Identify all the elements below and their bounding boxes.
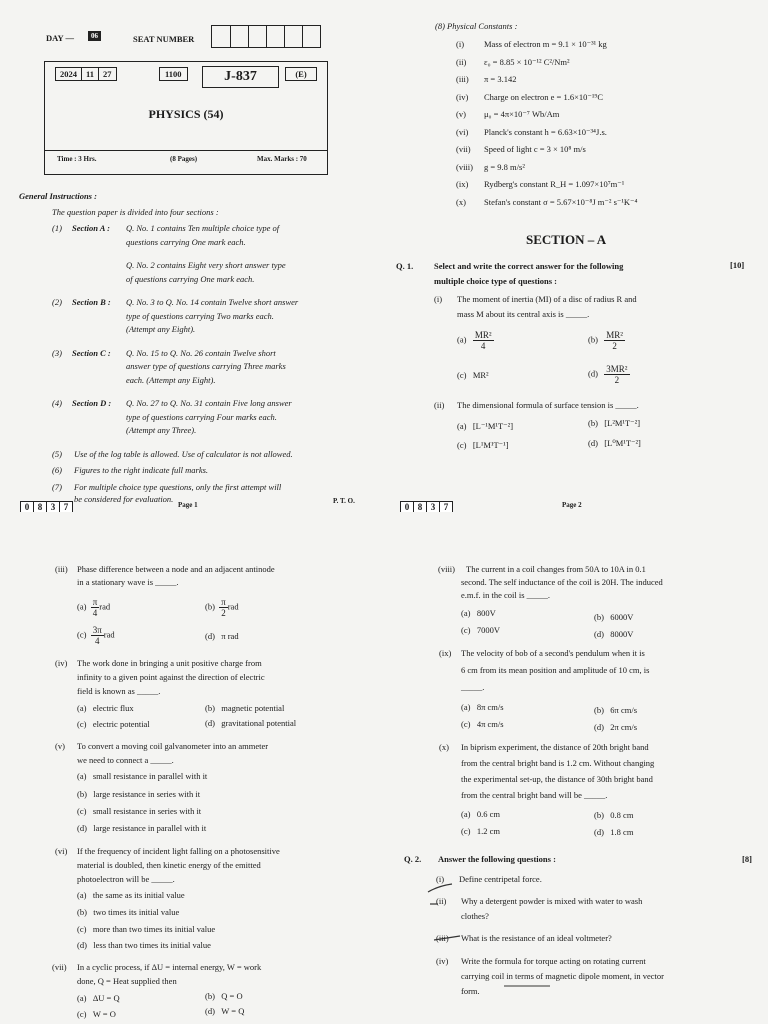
qiv-line2: infinity to a given point against the direction of electric — [77, 672, 265, 682]
qiii-line1: Phase difference between a node and an adjacent antinode — [77, 564, 275, 574]
qv-number: (v) — [55, 741, 65, 751]
qiv-option-a: (a) electric flux — [77, 703, 134, 713]
code-digit: 7 — [439, 501, 453, 512]
q2-iv-line3: form. — [461, 986, 480, 996]
qiii-number: (iii) — [55, 564, 68, 574]
qii-option-b: (b) [L²M¹T⁻²] — [588, 418, 641, 428]
instruction-line: Q. No. 3 to Q. No. 14 contain Twelve short answer — [126, 297, 299, 307]
qii-text: The dimensional formula of surface tension is _____. — [457, 400, 639, 410]
q2-i-text: Define centripetal force. — [459, 874, 542, 884]
qiv-line1: The work done in bringing a unit positive charge from — [77, 658, 262, 668]
instruction-line: type of questions carrying Four marks each. — [126, 411, 277, 422]
constant-text: Planck's constant h = 6.63×10⁻³⁴J.s. — [484, 126, 607, 137]
constant-text: Charge on electron e = 1.6×10⁻¹⁹C — [484, 91, 604, 102]
code-digit: 0 — [400, 501, 414, 512]
constant-number: (i) — [456, 39, 465, 49]
constant-number: (viii) — [456, 161, 473, 172]
q2-marks: [8] — [742, 854, 752, 864]
qv-option-a: (a) small resistance in parallel with it — [77, 771, 208, 781]
code-digit: 7 — [59, 501, 73, 512]
constant-number: (vii) — [456, 144, 471, 154]
qviii-line1: The current in a coil changes from 50A to 10A in 0.1 — [466, 564, 646, 574]
date-month: 11 — [82, 68, 99, 80]
instruction-line: Q. No. 27 to Q. No. 31 contain Five long answer — [126, 398, 292, 408]
general-instructions-title: General Instructions : — [19, 191, 97, 201]
pto: P. T. O. — [333, 497, 355, 505]
qv-line1: To convert a moving coil galvanometer into an ammeter — [77, 741, 269, 751]
qvi-line2: material is doubled, then kinetic energy of the emitted — [77, 860, 261, 870]
qiv-option-d: (d) gravitational potential — [205, 718, 297, 728]
qv-line2: we need to connect a _____. — [77, 755, 174, 765]
qviii-number: (viii) — [438, 564, 455, 574]
day-label: DAY — — [46, 33, 74, 43]
instruction-section: Section C : — [72, 347, 111, 358]
constant-item — [456, 178, 624, 190]
instruction-number: (1) — [52, 223, 62, 233]
constant-item — [456, 91, 603, 103]
instruction-line: (Attempt any Three). — [126, 425, 197, 435]
code-digit: 0 — [20, 501, 34, 512]
qi-number: (i) — [434, 294, 443, 304]
code-digit: 8 — [413, 501, 427, 512]
constant-text: g = 9.8 m/s² — [484, 161, 525, 172]
instruction-line: type of questions carrying Two marks each. — [126, 310, 274, 321]
q2-text: Answer the following questions : — [438, 854, 556, 864]
section-a-heading: SECTION – A — [526, 232, 607, 247]
instruction-number: (4) — [52, 398, 62, 408]
q2-i-number: (i) — [436, 874, 445, 884]
qiii-option-b: (b) $\frac{\pi}{2}$ rad — [205, 597, 239, 618]
qix-option-d: (d) 2π cm/s — [594, 722, 638, 732]
qvi-line3: photoelectron will be _____. — [77, 874, 175, 884]
constant-number: (iii) — [456, 74, 469, 84]
page-count: (8 Pages) — [170, 155, 198, 163]
q2-number: Q. 2. — [404, 854, 422, 864]
exam-date — [55, 67, 117, 81]
q2-ii-number: (ii) — [436, 896, 447, 906]
constant-item — [456, 161, 525, 173]
qvii-number: (vii) — [52, 962, 67, 972]
q2-iv-line2: carrying coil in terms of magnetic dipole moment, in vector — [461, 971, 664, 981]
qi-line1: The moment of inertia (MI) of a disc of radius R and — [457, 294, 637, 304]
day-value: 06 — [88, 31, 101, 41]
qvi-option-b: (b) two times its initial value — [77, 907, 180, 917]
constant-item — [456, 126, 607, 138]
q2-iv-number: (iv) — [436, 956, 449, 966]
footer-code — [20, 501, 72, 512]
q1-line2: multiple choice type of questions : — [434, 276, 558, 286]
note-number: (5) — [52, 448, 62, 459]
constant-item — [456, 38, 607, 50]
qi-option-b — [588, 330, 625, 351]
qiii-option-c: (c) $\frac{3\pi}{4}$ rad — [77, 625, 115, 646]
note-number: (7) — [52, 481, 62, 492]
general-instructions-intro: The question paper is divided into four sections : — [52, 207, 219, 217]
constant-item — [456, 143, 586, 155]
code-digit: 3 — [426, 501, 440, 512]
qx-line3: the experimental set-up, the distance of 30th bright band — [461, 774, 653, 784]
instruction-line: questions carrying One mark each. — [126, 236, 246, 247]
q2-ii-line1: Why a detergent powder is mixed with water to wash — [461, 896, 643, 906]
date-day: 27 — [103, 69, 112, 79]
constant-number: (iv) — [456, 91, 469, 102]
qviii-line2: second. The self inductance of the coil is 20H. The induced — [461, 577, 663, 587]
qiv-number: (iv) — [55, 658, 68, 668]
qvi-option-c: (c) more than two times its initial value — [77, 924, 216, 934]
instruction-line: Q. No. 2 contains Eight very short answer type — [126, 260, 286, 270]
constant-number: (ix) — [456, 179, 469, 189]
constant-item — [456, 108, 559, 120]
q1-number: Q. 1. — [396, 261, 414, 271]
subject-title: PHYSICS (54) — [148, 107, 224, 121]
page-number: Page 1 — [178, 501, 198, 509]
note-text: be considered for evaluation. — [74, 494, 174, 504]
pen-marks — [384, 512, 768, 1024]
qvii-option-d: (d) W = Q — [205, 1006, 245, 1016]
instruction-line: Q. No. 1 contains Ten multiple choice type of — [126, 223, 280, 233]
page-1 — [0, 0, 384, 512]
constant-item — [456, 56, 570, 68]
qx-line2: from the central bright band is 1.2 cm. Without changing — [461, 758, 655, 768]
max-marks: Max. Marks : 70 — [257, 155, 307, 163]
code-digit: 8 — [33, 501, 47, 512]
q1-line1: Select and write the correct answer for the following — [434, 261, 624, 271]
q2-iii-text: What is the resistance of an ideal voltmeter? — [461, 933, 612, 943]
constant-text: Mass of electron m = 9.1 × 10⁻³¹ kg — [484, 39, 607, 49]
instruction-line: answer type of questions carrying Three marks — [126, 361, 286, 371]
qix-option-b: (b) 6π cm/s — [594, 705, 638, 715]
seat-number-label: SEAT NUMBER — [133, 34, 195, 44]
qx-option-d: (d) 1.8 cm — [594, 827, 634, 837]
qiii-option-d: (d) π rad — [205, 631, 239, 641]
note-item — [52, 481, 281, 493]
qii-option-c: (c) [L¹M¹T⁻¹] — [457, 440, 509, 450]
constant-text: Rydberg's constant R_H = 1.097×10⁷m⁻¹ — [484, 179, 625, 189]
qvii-option-a: (a) ΔU = Q — [77, 993, 120, 1003]
instruction-section: Section A : — [72, 223, 110, 233]
option-label: (a) — [457, 334, 467, 345]
constant-text: μ₀ = 4π×10⁻⁷ Wb/Am — [484, 109, 560, 119]
seat-number-boxes — [211, 25, 321, 48]
qviii-option-c: (c) 7000V — [461, 625, 500, 635]
constant-text: ε₀ = 8.85 × 10⁻¹² C²/Nm² — [484, 56, 570, 67]
instruction-line: of questions carrying One mark each. — [126, 273, 255, 284]
qvii-option-b: (b) Q = O — [205, 991, 243, 1001]
instruction-number: (3) — [52, 347, 62, 358]
constant-number: (x) — [456, 196, 466, 207]
constant-number: (v) — [456, 109, 466, 119]
qx-option-c: (c) 1.2 cm — [461, 826, 500, 836]
note-item — [52, 464, 208, 476]
option-fraction: $\frac{\text{3MR²}}{2}$ — [606, 364, 628, 385]
qiv-option-b: (b) magnetic potential — [205, 703, 285, 713]
qix-line3: _____. — [461, 682, 485, 692]
date-year: 2024 — [56, 68, 82, 80]
qv-option-b: (b) large resistance in series with it — [77, 789, 201, 799]
q2-ii-line2: clothes? — [461, 911, 489, 921]
qii-option-a: (a) [L⁻¹M¹T⁻²] — [457, 421, 514, 431]
qvi-option-a: (a) the same as its initial value — [77, 890, 185, 900]
page-2 — [384, 0, 768, 512]
qiv-line3: field is known as _____. — [77, 686, 161, 696]
qx-option-a: (a) 0.6 cm — [461, 809, 500, 819]
option-fraction: $\frac{\text{MR²}}{2}$ — [606, 330, 624, 351]
qv-option-c: (c) small resistance in series with it — [77, 806, 202, 816]
qi-option-d — [588, 364, 630, 385]
q1-marks: [10] — [730, 260, 745, 270]
qvi-number: (vi) — [55, 846, 68, 856]
constant-item — [456, 196, 638, 208]
qiii-option-a: (a) $\frac{\pi}{4}$ rad — [77, 597, 111, 618]
constant-text: Stefan's constant σ = 5.67×10⁻⁸J m⁻² s⁻¹K⁻⁴ — [484, 196, 638, 207]
instruction-section: Section D : — [72, 398, 112, 408]
qx-option-b: (b) 0.8 cm — [594, 810, 634, 820]
instruction-section: Section B : — [72, 297, 111, 307]
option-label: (d) — [588, 368, 598, 379]
qiii-line2: in a stationary wave is _____. — [77, 577, 179, 587]
constant-number: (ii) — [456, 56, 467, 67]
qi-line2: mass M about its central axis is _____. — [457, 309, 590, 319]
page-3 — [0, 512, 384, 1024]
constant-item — [456, 73, 516, 85]
option-fraction: $\frac{\text{MR²}}{4}$ — [474, 330, 492, 351]
qiv-option-c: (c) electric potential — [77, 719, 150, 729]
qi-option-a — [457, 330, 494, 351]
medium: (E) — [285, 67, 317, 81]
qi-option-c: (c) MR² — [457, 370, 489, 380]
q2-iv-line1: Write the formula for torque acting on rotating current — [461, 956, 646, 966]
qviii-option-a: (a) 800V — [461, 608, 496, 618]
constant-number: (vi) — [456, 126, 469, 137]
qx-line1: In biprism experiment, the distance of 20th bright band — [461, 742, 649, 752]
paper-header-box — [44, 61, 328, 175]
footer-code — [400, 501, 452, 512]
constant-text: π = 3.142 — [484, 74, 517, 84]
time-allowed: Time : 3 Hrs. — [57, 155, 97, 163]
qii-option-d: (d) [L⁰M¹T⁻²] — [588, 438, 641, 448]
qvi-line1: If the frequency of incident light falling on a photosensitive — [77, 846, 280, 856]
qviii-line3: e.m.f. in the coil is _____. — [461, 590, 551, 600]
physical-constants-title: (8) Physical Constants : — [435, 21, 518, 31]
q2-iii-number: (iii) — [436, 933, 449, 943]
qii-number: (ii) — [434, 400, 445, 410]
qviii-option-b: (b) 6000V — [594, 612, 634, 622]
code-box: 1100 — [159, 67, 188, 81]
note-item — [52, 448, 293, 460]
qix-line1: The velocity of bob of a second's pendulum when it is — [461, 648, 645, 658]
qviii-option-d: (d) 8000V — [594, 629, 634, 639]
qv-option-d: (d) large resistance in parallel with it — [77, 823, 207, 833]
paper-code: J-837 — [202, 66, 279, 88]
note-text: Figures to the right indicate full marks. — [74, 465, 209, 475]
note-number: (6) — [52, 465, 62, 475]
option-label: (b) — [588, 334, 598, 345]
qvii-line2: done, Q = Heat supplied then — [77, 976, 177, 986]
qix-option-a: (a) 8π cm/s — [461, 702, 504, 712]
note-text: Use of the log table is allowed. Use of calculator is not allowed. — [74, 448, 293, 459]
qvii-option-c: (c) W = O — [77, 1009, 116, 1019]
page-4 — [384, 512, 768, 1024]
page-number: Page 2 — [562, 501, 582, 509]
qx-number: (x) — [439, 742, 449, 752]
instruction-number: (2) — [52, 297, 62, 307]
code-digit: 3 — [46, 501, 60, 512]
instruction-line: Q. No. 15 to Q. No. 26 contain Twelve short — [126, 347, 276, 358]
instruction-line: each. (Attempt any Eight). — [126, 374, 216, 385]
qvi-option-d: (d) less than two times its initial value — [77, 940, 211, 950]
note-text: For multiple choice type questions, only the first attempt will — [74, 481, 282, 492]
qix-line2: 6 cm from its mean position and amplitude of 10 cm, is — [461, 665, 650, 675]
constant-text: Speed of light c = 3 × 10⁸ m/s — [484, 144, 586, 154]
qix-option-c: (c) 4π cm/s — [461, 719, 504, 729]
qx-line4: from the central bright band will be _____. — [461, 790, 608, 800]
qvii-line1: In a cyclic process, if ΔU = internal energy, W = work — [77, 962, 262, 972]
instruction-line: (Attempt any Eight). — [126, 324, 196, 334]
qix-number: (ix) — [439, 648, 452, 658]
